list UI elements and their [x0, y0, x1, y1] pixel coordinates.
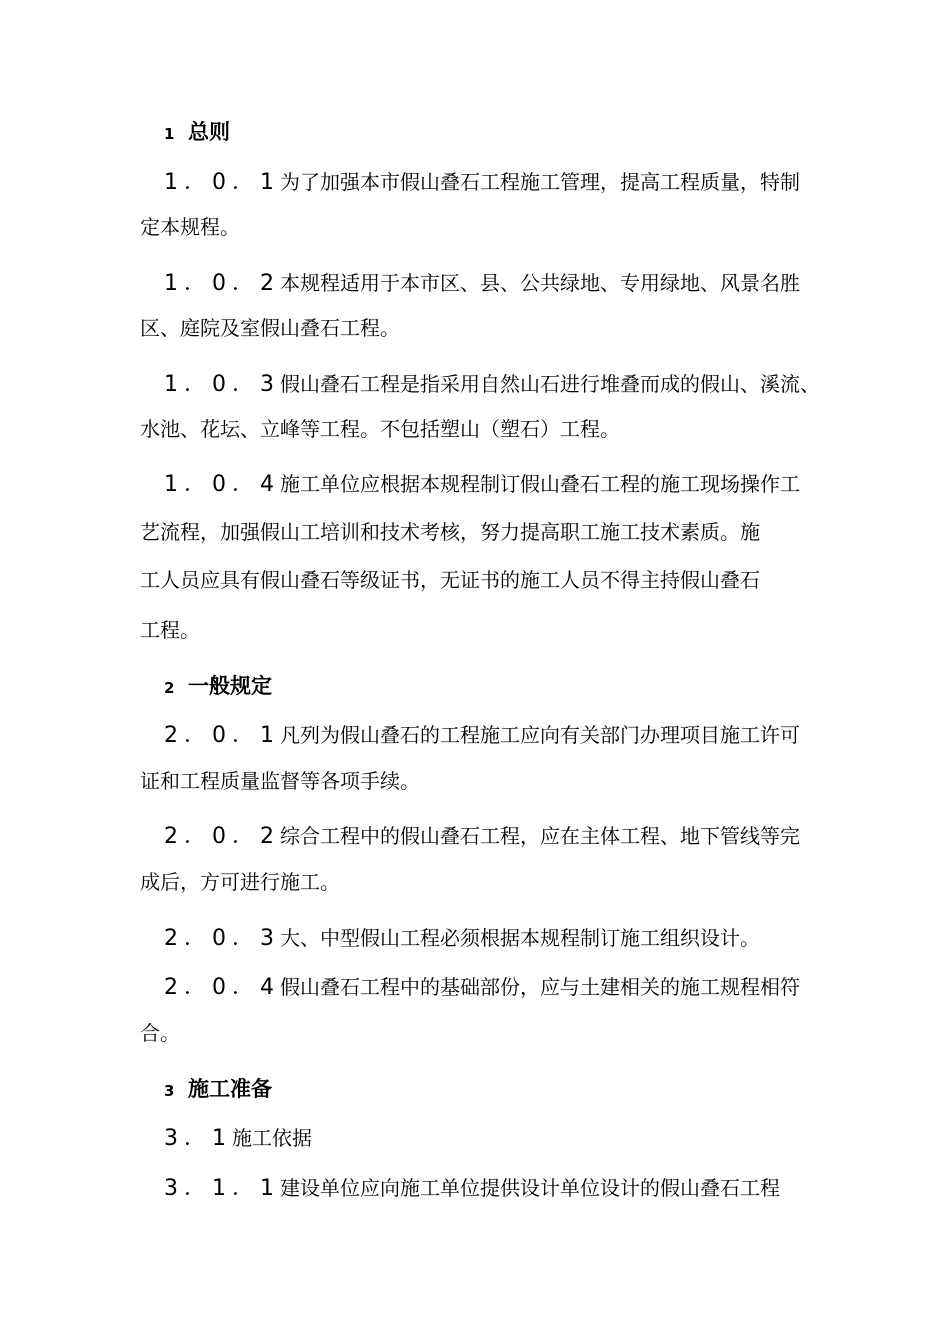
clause-number: 1．0．4: [164, 472, 280, 497]
paragraph-first-line: [164, 725, 800, 747]
paragraph-first-line: [164, 172, 800, 194]
section-number: 2: [164, 679, 175, 697]
paragraph-text: 建设单位应向施工单位提供设计单位设计的假山叠石工程: [280, 1176, 780, 1200]
paragraph-line: 成后，方可进行施工。: [140, 870, 340, 894]
section-title: 总则: [188, 120, 230, 144]
paragraph-text: 假山叠石工程中的基础部份，应与土建相关的施工规程相符: [280, 975, 800, 999]
paragraph-first-line: [164, 374, 820, 396]
paragraph-text: 施工依据: [232, 1126, 312, 1150]
paragraph-first-line: [164, 977, 800, 999]
paragraph-text: 综合工程中的假山叠石工程，应在主体工程、地下管线等完: [280, 824, 800, 848]
paragraph-text: 大、中型假山工程必须根据本规程制订施工组织设计。: [280, 926, 760, 950]
section-heading: [164, 122, 230, 143]
clause-number: 2．0．2: [164, 824, 280, 849]
section-heading: [164, 1079, 272, 1100]
paragraph-line: 合。: [140, 1021, 180, 1045]
paragraph-first-line: [164, 474, 800, 496]
paragraph-text: 施工单位应根据本规程制订假山叠石工程的施工现场操作工: [280, 472, 800, 496]
section-title: 施工准备: [188, 1077, 272, 1101]
paragraph-line: 定本规程。: [140, 215, 240, 239]
paragraph-first-line: [164, 1128, 312, 1150]
clause-number: 2．0．4: [164, 975, 280, 1000]
paragraph-line: 水池、花坛、立峰等工程。不包括塑山（塑石）工程。: [140, 417, 620, 441]
section-number: 1: [164, 125, 175, 143]
paragraph-line: 区、庭院及室假山叠石工程。: [140, 316, 400, 340]
paragraph-first-line: [164, 273, 800, 295]
paragraph-text: 假山叠石工程是指采用自然山石进行堆叠而成的假山、溪流、: [280, 372, 820, 396]
clause-number: 1．0．2: [164, 271, 280, 296]
paragraph-first-line: [164, 928, 760, 950]
clause-number: 1．0．3: [164, 372, 280, 397]
paragraph-first-line: [164, 1178, 780, 1200]
section-title: 一般规定: [188, 674, 272, 698]
paragraph-line: 艺流程，加强假山工培训和技术考核，努力提高职工施工技术素质。施: [140, 520, 760, 544]
paragraph-line: 工人员应具有假山叠石等级证书，无证书的施工人员不得主持假山叠石: [140, 568, 760, 592]
paragraph-line: 工程。: [140, 618, 200, 642]
clause-number: 1．0．1: [164, 170, 280, 195]
section-heading: [164, 676, 272, 697]
paragraph-text: 本规程适用于本市区、县、公共绿地、专用绿地、风景名胜: [280, 271, 800, 295]
clause-number: 3．1．1: [164, 1176, 280, 1201]
clause-number: 2．0．3: [164, 926, 280, 951]
clause-number: 3．1: [164, 1126, 232, 1151]
clause-number: 2．0．1: [164, 723, 280, 748]
section-number: 3: [164, 1082, 175, 1100]
paragraph-first-line: [164, 826, 800, 848]
paragraph-text: 为了加强本市假山叠石工程施工管理，提高工程质量，特制: [280, 170, 800, 194]
paragraph-text: 凡列为假山叠石的工程施工应向有关部门办理项目施工许可: [280, 723, 800, 747]
paragraph-line: 证和工程质量监督等各项手续。: [140, 769, 420, 793]
